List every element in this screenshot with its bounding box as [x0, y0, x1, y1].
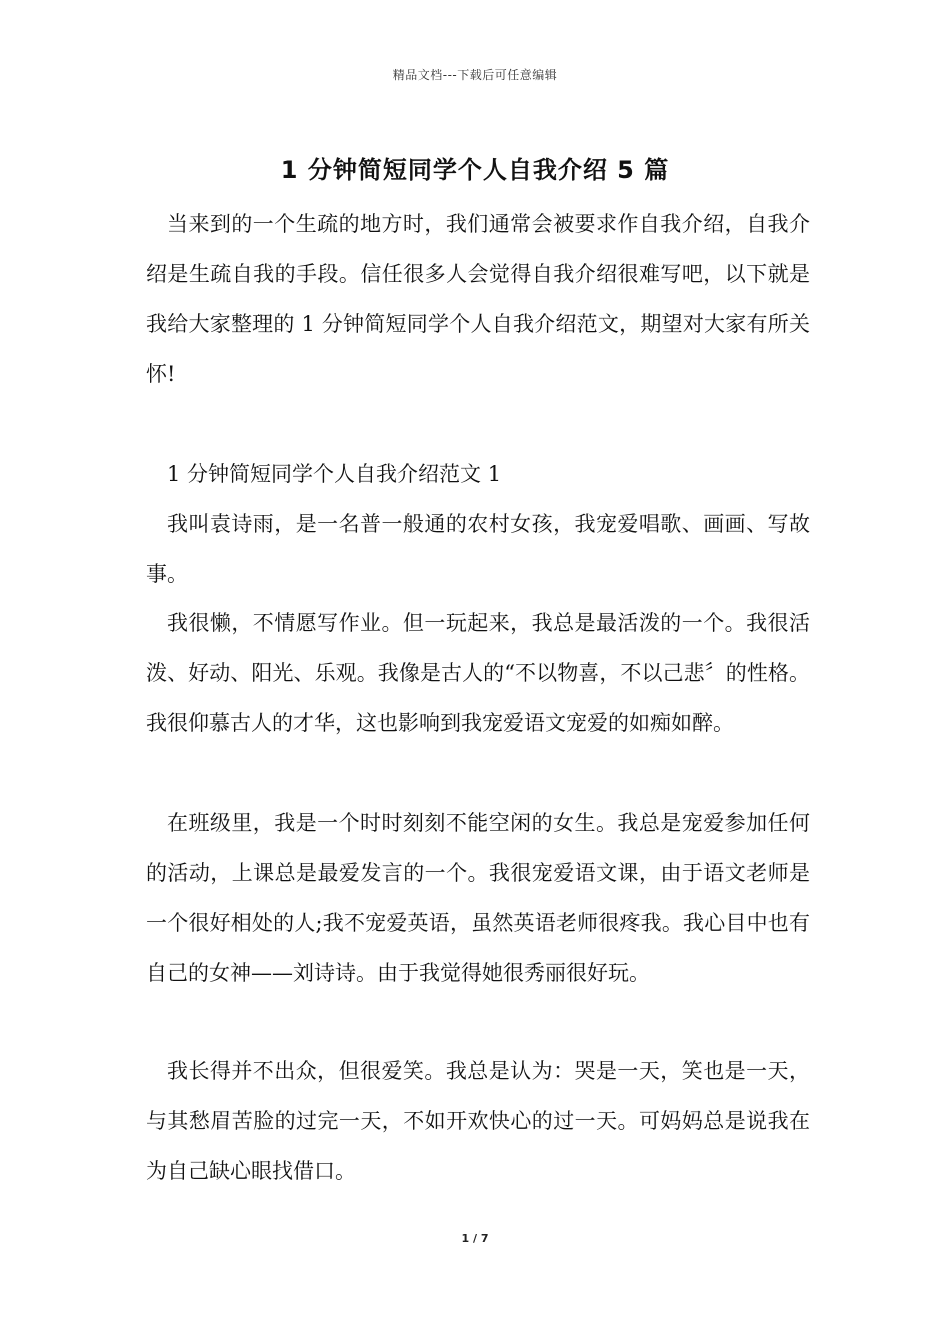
header-note: 精品文档---下载后可任意编辑 — [392, 68, 558, 82]
paragraph-3: 在班级里，我是一个时时刻刻不能空闲的女生。我总是宠爱参加任何的活动，上课总是最爱发言的一个。我很宠爱语文课，由于语文老师是一个很好相处的人;我不宠爱英语，虽然英语老师很疼我。我心目中也有自己的女神——刘诗诗。由于我觉得她很秀丽很好玩。 — [146, 811, 810, 985]
paragraph-2: 我很懒，不情愿写作业。但一玩起来，我总是最活泼的一个。我很活泼、好动、阳光、乐观。我像是古人的“不以物喜，不以己悲〞的性格。我很仰慕古人的才华，这也影响到我宠爱语文宠爱的如痴如醉。 — [146, 611, 810, 735]
section-heading: 1 分钟简短同学个人自我介绍范文 1 — [167, 462, 502, 486]
paragraph-1: 我叫袁诗雨，是一名普一般通的农村女孩，我宠爱唱歌、画画、写故事。 — [146, 512, 810, 586]
intro-paragraph: 当来到的一个生疏的地方时，我们通常会被要求作自我介绍，自我介绍是生疏自我的手段。信任很多人会觉得自我介绍很难写吧，以下就是我给大家整理的 1 分钟简短同学个人自我介绍范文，期望对大家有所关怀! — [146, 212, 810, 386]
page-number: 1 / 7 — [461, 1232, 489, 1245]
document-title: 1 分钟简短同学个人自我介绍 5 篇 — [280, 156, 670, 184]
paragraph-4: 我长得并不出众，但很爱笑。我总是认为：哭是一天，笑也是一天，与其愁眉苦脸的过完一天，不如开欢快心的过一天。可妈妈总是说我在为自己缺心眼找借口。 — [146, 1059, 810, 1183]
